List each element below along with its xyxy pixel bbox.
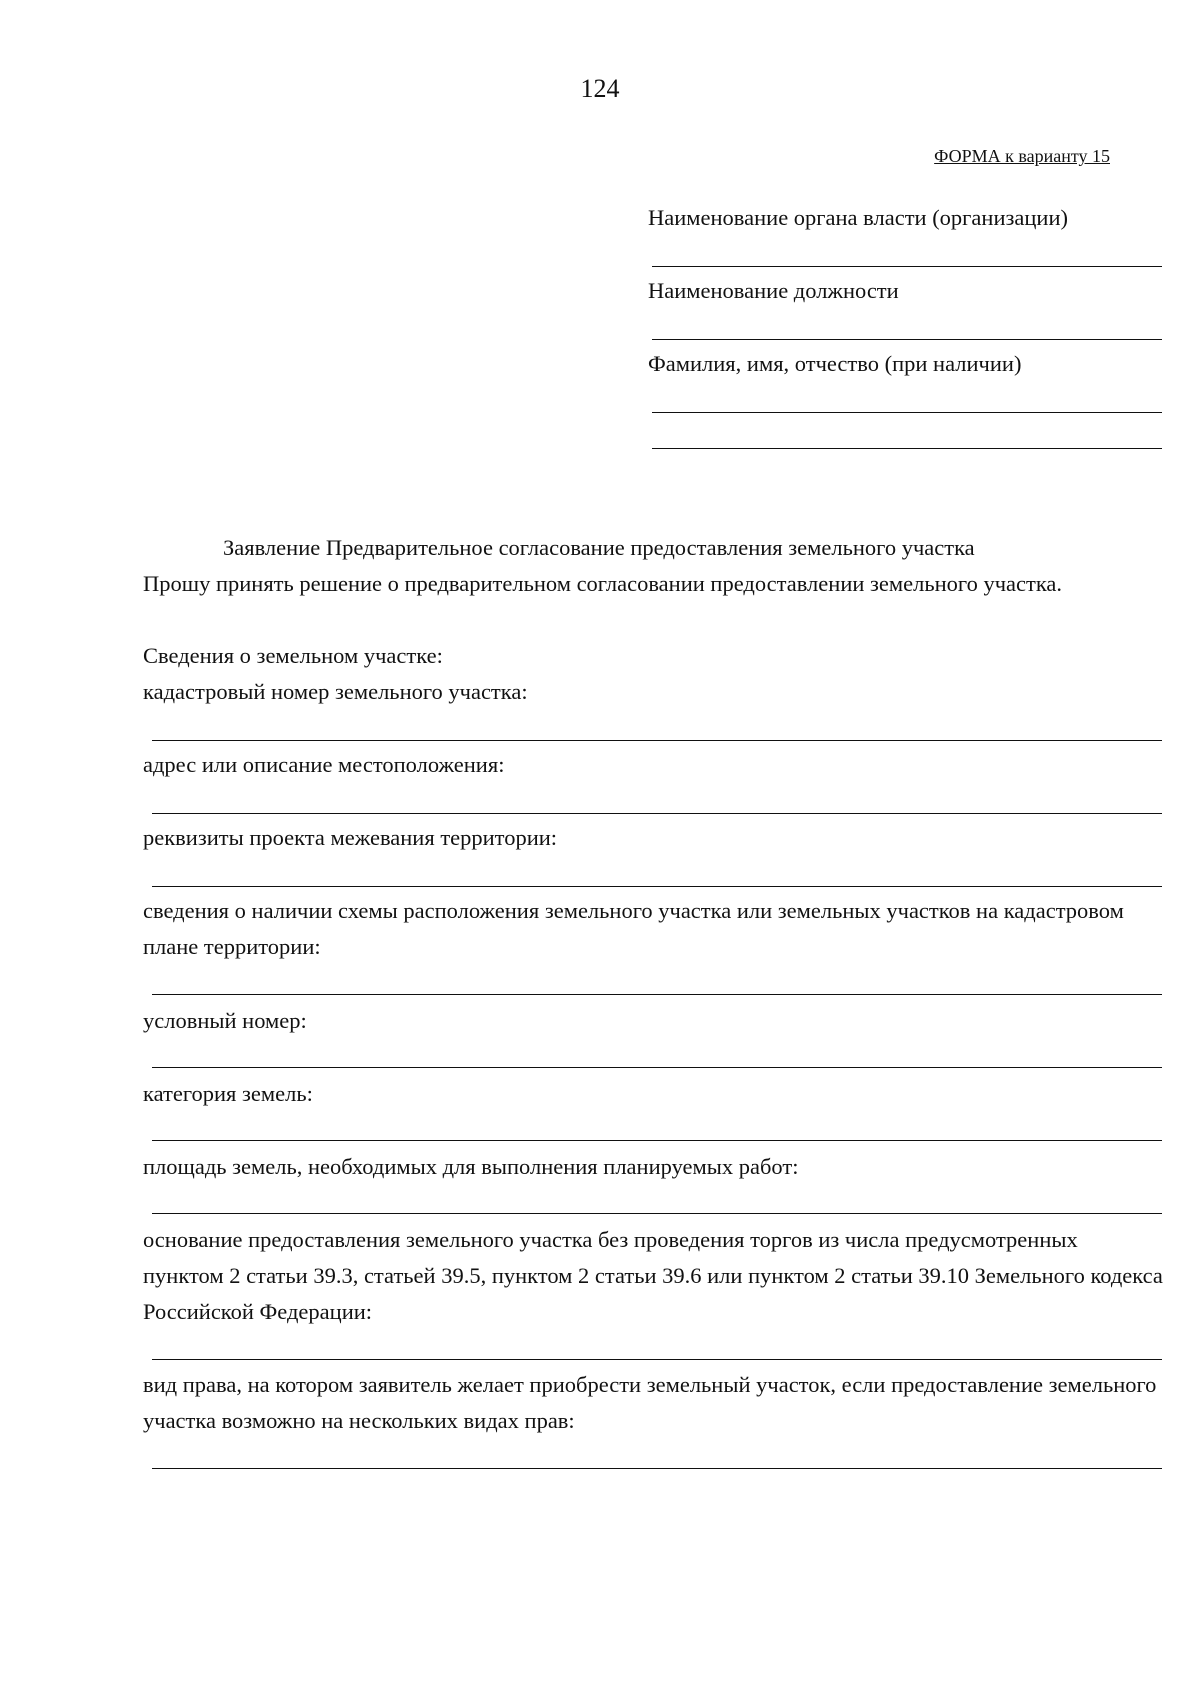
full-name-input-line-2[interactable] (652, 448, 1162, 449)
survey-project-label: реквизиты проекта межевания территории: (143, 825, 558, 850)
cadastral-number-input-line[interactable] (152, 740, 1162, 741)
land-category-label: категория земель: (143, 1081, 313, 1106)
survey-project-input-line[interactable] (152, 886, 1162, 887)
land-category-input-line[interactable] (152, 1140, 1162, 1141)
layout-scheme-input-line[interactable] (152, 994, 1162, 995)
address-label: адрес или описание местоположения: (143, 752, 505, 777)
form-reference: ФОРМА к варианту 15 (934, 146, 1110, 166)
authority-name-input-line[interactable] (652, 266, 1162, 267)
full-name-label: Фамилия, имя, отчество (при наличии) (648, 351, 1022, 376)
grounds-input-line[interactable] (152, 1359, 1162, 1360)
address-input-line[interactable] (152, 813, 1162, 814)
area-label: площадь земель, необходимых для выполнения планируемых работ: (143, 1154, 799, 1179)
request-text: Прошу принять решение о предварительном согласовании предоставлении земельного участка. (143, 571, 1063, 596)
right-type-label: вид права, на котором заявитель желает приобрести земельный участок, если предоставление земельного участка возможно на нескольких видах прав: (143, 1372, 1157, 1433)
authority-name-label: Наименование органа власти (организации) (648, 205, 1068, 230)
right-type-input-line[interactable] (152, 1468, 1162, 1469)
layout-scheme-label: сведения о наличии схемы расположения земельного участка или земельных участков на кадастровом плане территории: (143, 898, 1124, 959)
section-heading: Сведения о земельном участке: (143, 643, 443, 668)
page-number: 124 (580, 74, 620, 103)
application-title: Заявление Предварительное согласование предоставления земельного участка (223, 535, 975, 560)
cadastral-number-label: кадастровый номер земельного участка: (143, 679, 528, 704)
position-input-line[interactable] (652, 339, 1162, 340)
full-name-input-line-1[interactable] (652, 412, 1162, 413)
conditional-number-label: условный номер: (143, 1008, 307, 1033)
conditional-number-input-line[interactable] (152, 1067, 1162, 1068)
area-input-line[interactable] (152, 1213, 1162, 1214)
position-label: Наименование должности (648, 278, 899, 303)
grounds-label: основание предоставления земельного участка без проведения торгов из числа предусмотренных пунктом 2 статьи 39.3, статьей 39.5, пунктом 2 статьи 39.6 или пунктом 2 статьи 39.10 Земельного кодекса Российской Федерации: (143, 1227, 1163, 1324)
